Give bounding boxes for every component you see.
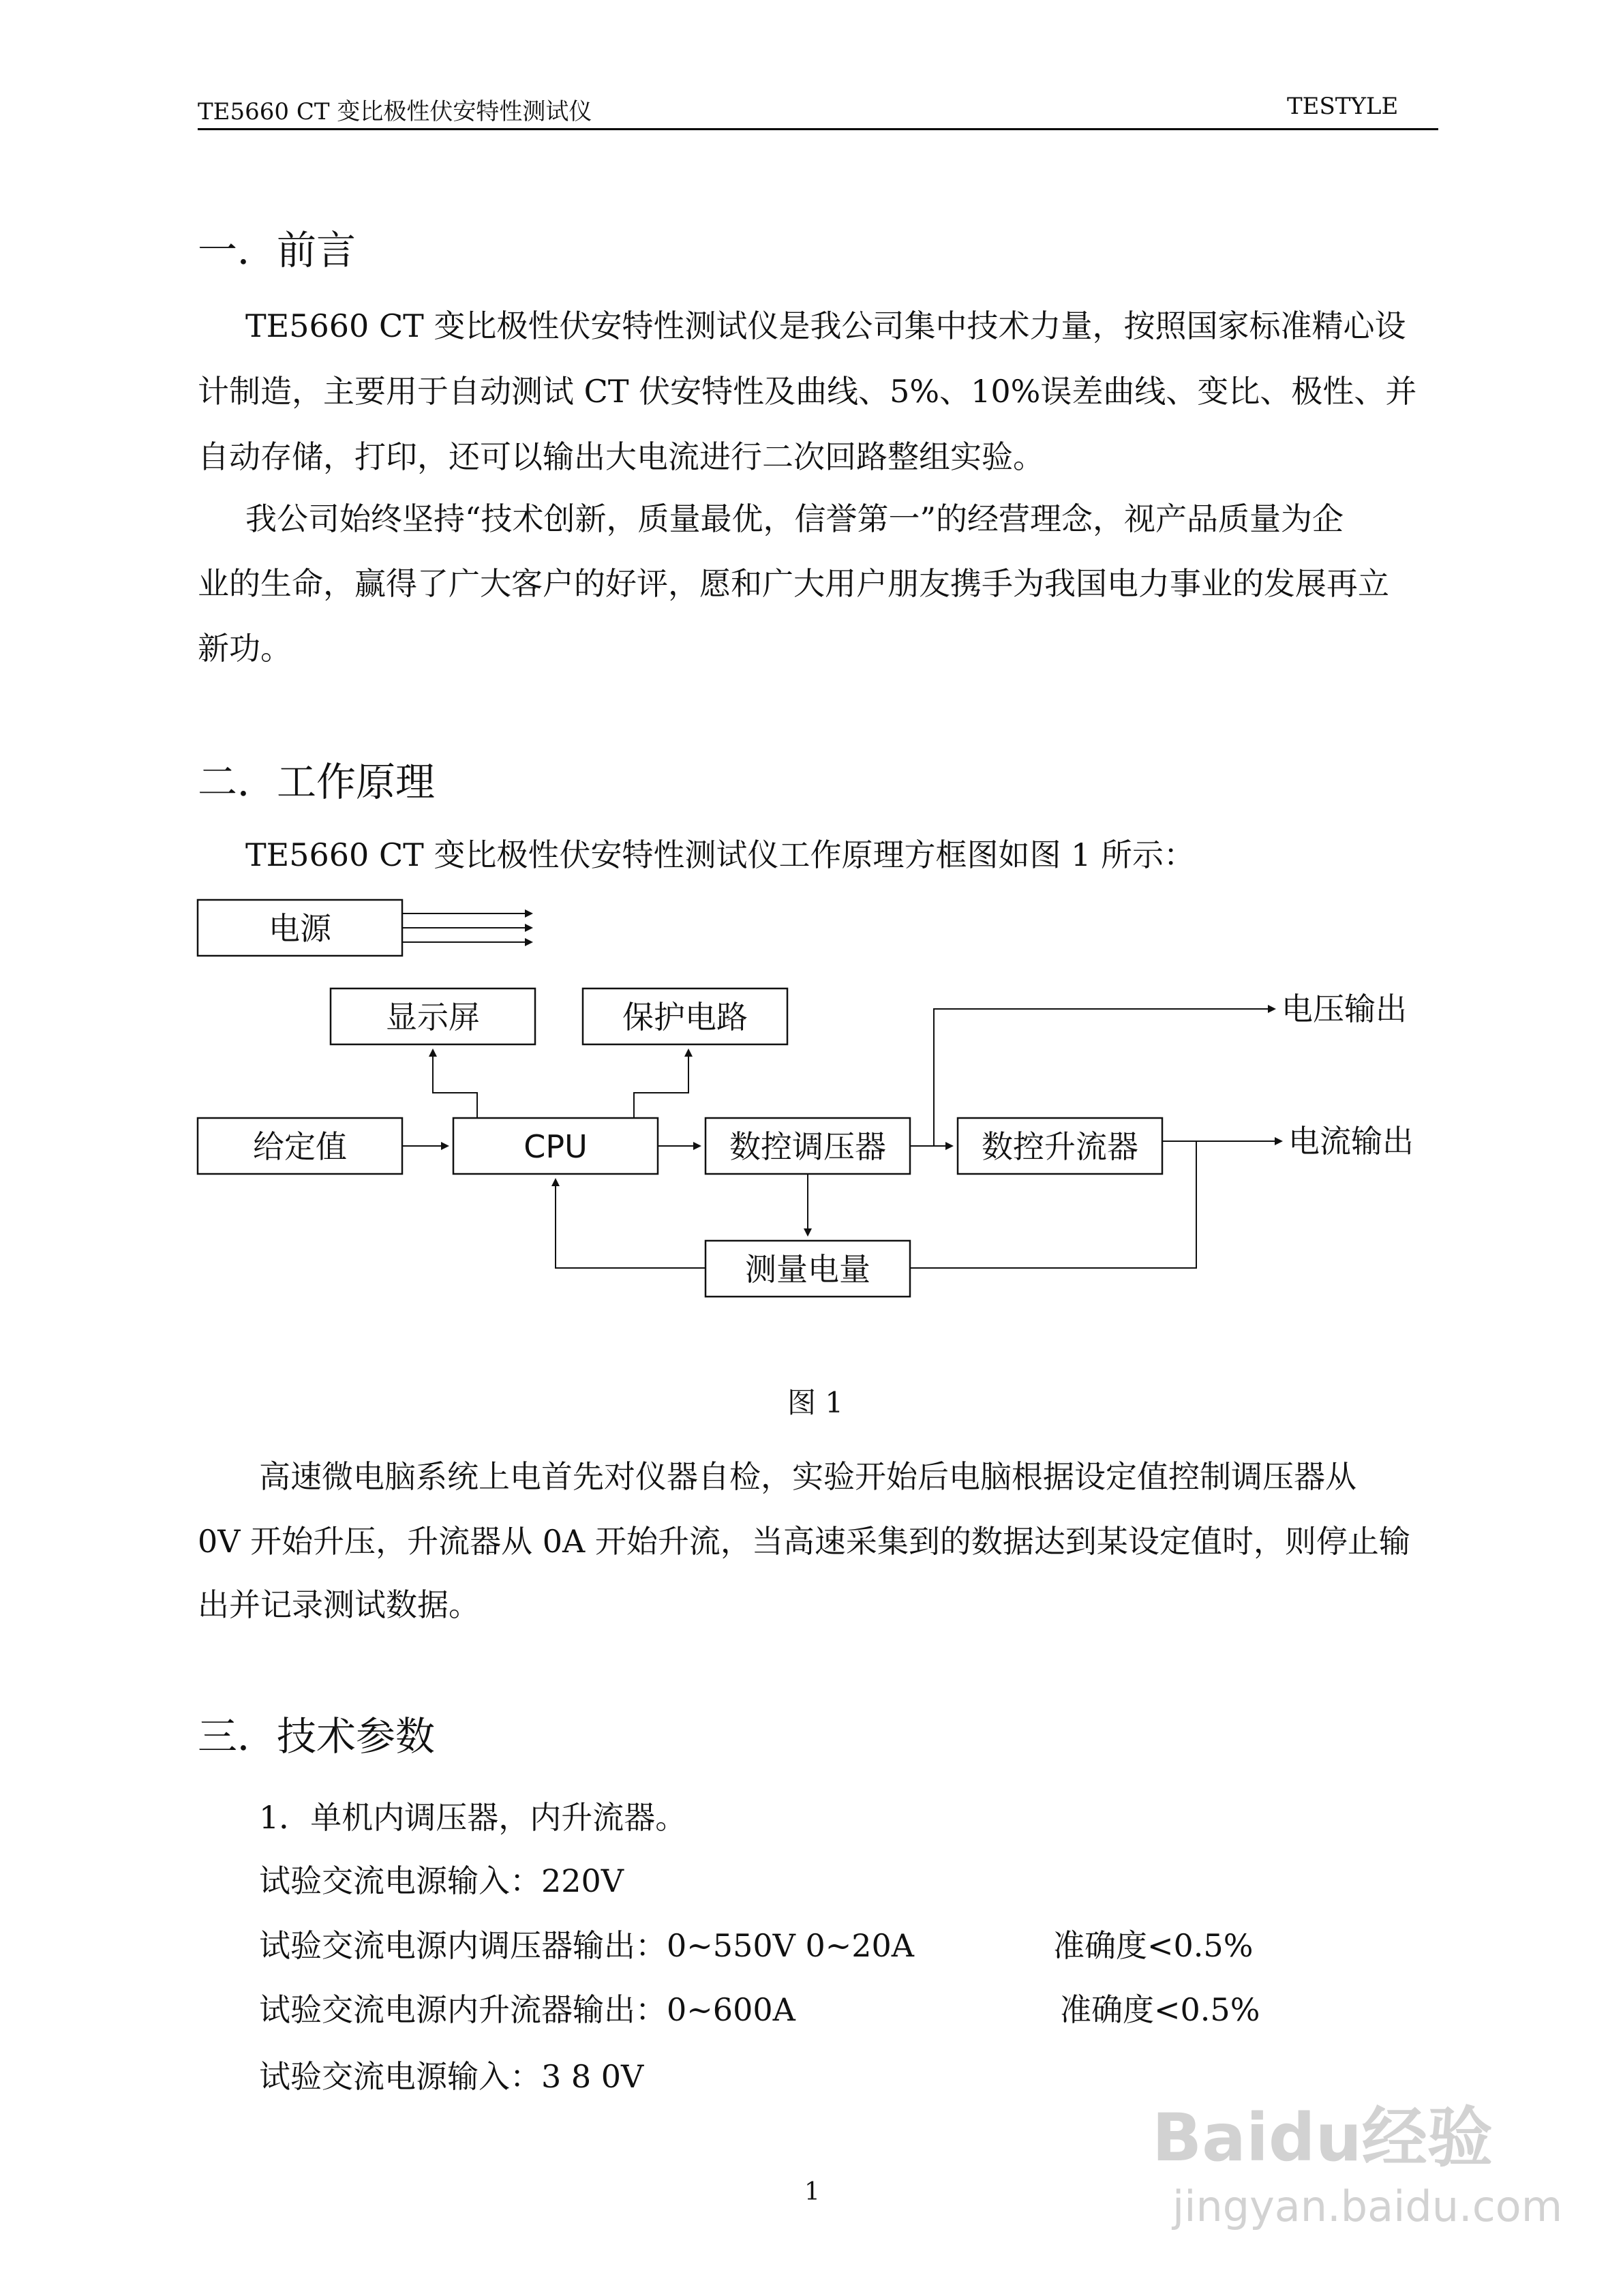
header-title: TE5660 CT 变比极性伏安特性测试仪	[198, 98, 592, 125]
s3-spec2: 试验交流电源内调压器输出：0~550V 0~20A	[259, 1927, 915, 1964]
label-booster: 数控升流器	[982, 1128, 1138, 1165]
s3-spec4: 试验交流电源输入：3 8 0V	[259, 2058, 644, 2095]
s1-p1-line3: 自动存储，打印，还可以输出大电流进行二次回路整组实验。	[198, 438, 1044, 475]
watermark-logo: Baidu经验	[1152, 2100, 1493, 2176]
label-regulator: 数控调压器	[729, 1128, 886, 1165]
s3-spec2-accuracy: 准确度<0.5%	[1053, 1927, 1254, 1964]
measure-cpu-arrow	[556, 1179, 706, 1268]
section3-title: 三．技术参数	[198, 1713, 436, 1759]
voltage-output-arrow	[934, 1009, 1275, 1146]
s1-p2-line2: 业的生命，赢得了广大客户的好评，愿和广大用户朋友携手为我国电力事业的发展再立	[198, 565, 1389, 602]
block-diagram	[191, 879, 1459, 1316]
label-display: 显示屏	[386, 999, 480, 1036]
s1-p1-line2: 计制造，主要用于自动测试 CT 伏安特性及曲线、5%、10%误差曲线、变比、极性、并	[198, 373, 1417, 410]
page-number: 1	[804, 2178, 820, 2206]
label-cpu: CPU	[524, 1128, 588, 1165]
label-current-output: 电流输出	[1288, 1123, 1414, 1160]
header-rule	[198, 128, 1438, 130]
cpu-protection-arrow	[634, 1050, 688, 1118]
label-voltage-output: 电压输出	[1281, 991, 1407, 1027]
s3-item1: 1．单机内调压器，内升流器。	[259, 1799, 687, 1836]
s2-p-line2: 0V 开始升压，升流器从 0A 开始升流，当高速采集到的数据达到某设定值时，则停止输	[198, 1523, 1410, 1560]
header-brand: TESTYLE	[1287, 93, 1399, 120]
s3-spec3-accuracy: 准确度<0.5%	[1060, 1991, 1260, 2028]
label-protection: 保护电路	[622, 999, 748, 1036]
s2-intro: TE5660 CT 变比极性伏安特性测试仪工作原理方框图如图 1 所示：	[245, 836, 1195, 873]
s3-spec1: 试验交流电源输入：220V	[259, 1862, 624, 1899]
label-setpoint: 给定值	[253, 1128, 347, 1165]
figure-caption: 图 1	[787, 1386, 844, 1419]
label-power: 电源	[269, 910, 331, 947]
cpu-display-arrow	[433, 1050, 477, 1118]
s3-spec3: 试验交流电源内升流器输出：0~600A	[259, 1991, 795, 2028]
section2-title: 二．工作原理	[198, 759, 436, 805]
s2-p-line3: 出并记录测试数据。	[198, 1586, 480, 1623]
s1-p1-line1: TE5660 CT 变比极性伏安特性测试仪是我公司集中技术力量，按照国家标准精心设	[245, 307, 1406, 344]
section1-title: 一．前言	[198, 227, 357, 273]
label-measure: 测量电量	[745, 1251, 870, 1288]
watermark-url: jingyan.baidu.com	[1172, 2181, 1563, 2231]
s2-p-line1: 高速微电脑系统上电首先对仪器自检，实验开始后电脑根据设定值控制调压器从	[259, 1458, 1356, 1495]
s1-p2-line3: 新功。	[198, 630, 292, 667]
s1-p2-line1: 我公司始终坚持“技术创新，质量最优，信誉第一”的经营理念，视产品质量为企	[245, 500, 1344, 537]
